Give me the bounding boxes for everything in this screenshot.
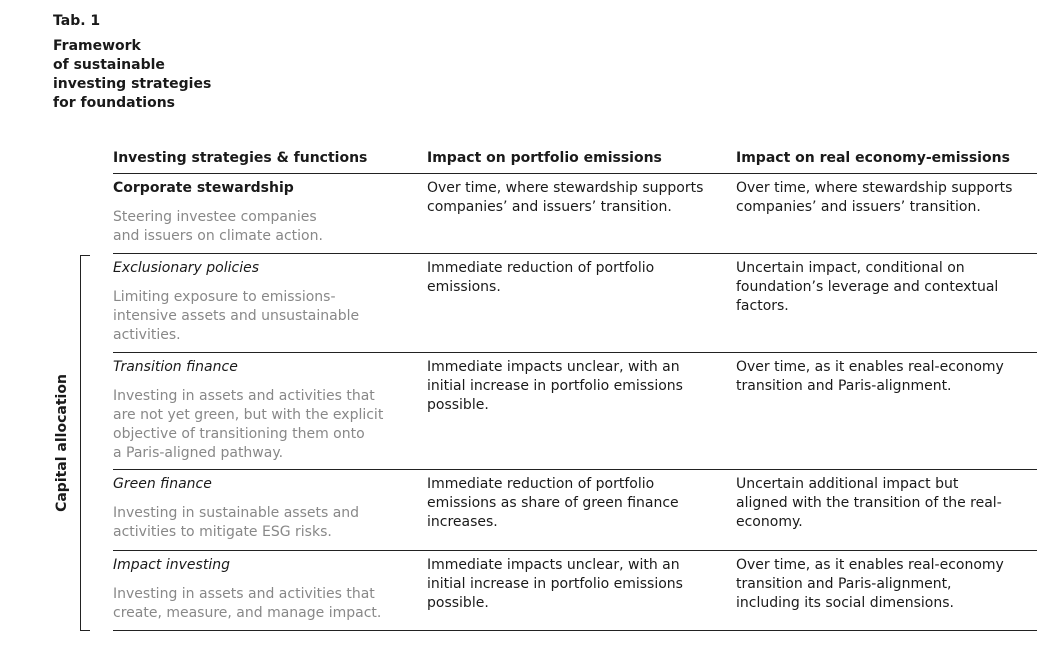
cell-line: companies’ and issuers’ transition. xyxy=(736,199,981,215)
description-line: activities to mitigate ESG risks. xyxy=(113,524,332,540)
cell-line: Uncertain impact, conditional on xyxy=(736,260,965,276)
cell-line: emissions. xyxy=(427,279,501,295)
cell-line: Over time, as it enables real-economy xyxy=(736,359,1004,375)
real-economy-impact-cell xyxy=(736,475,1037,550)
real-economy-impact-cell xyxy=(736,358,1037,469)
strategy-description xyxy=(113,288,419,345)
description-line: Steering investee companies xyxy=(113,209,317,225)
real-economy-impact-cell xyxy=(736,259,1037,352)
cell-line: aligned with the transition of the real- xyxy=(736,495,1002,511)
cell-line: companies’ and issuers’ transition. xyxy=(427,199,672,215)
table-number: Tab. 1 xyxy=(53,13,101,29)
cell-line: Immediate reduction of portfolio xyxy=(427,476,655,492)
cell-line: economy. xyxy=(736,514,803,530)
cell-line: emissions as share of green finance xyxy=(427,495,679,511)
table-row xyxy=(113,551,1037,631)
cell-line: Immediate impacts unclear, with an xyxy=(427,557,680,573)
cell-line: factors. xyxy=(736,298,789,314)
portfolio-impact-cell xyxy=(427,358,736,469)
description-line: and issuers on climate action. xyxy=(113,228,323,244)
cell-line: Over time, as it enables real-economy xyxy=(736,557,1004,573)
portfolio-impact-cell xyxy=(427,259,736,352)
description-line: activities. xyxy=(113,327,181,343)
column-header-portfolio: Impact on portfolio emissions xyxy=(427,149,662,166)
cell-line: Over time, where stewardship supports xyxy=(736,180,1013,196)
strategy-description xyxy=(113,585,419,623)
column-header-strategies: Investing strategies & functions xyxy=(113,149,368,166)
cell-line: Over time, where stewardship supports xyxy=(427,180,704,196)
strategy-description xyxy=(113,208,419,246)
cell-line: foundation’s leverage and contextual xyxy=(736,279,999,295)
title-line: Framework xyxy=(53,38,141,54)
portfolio-impact-cell xyxy=(427,556,736,630)
strategy-name: Exclusionary policies xyxy=(113,260,260,276)
capital-allocation-label: Capital allocation xyxy=(54,374,70,512)
strategy-name: Corporate stewardship xyxy=(113,180,294,196)
strategy-cell xyxy=(113,475,427,550)
description-line: are not yet green, but with the explicit xyxy=(113,407,384,423)
description-line: Limiting exposure to emissions- xyxy=(113,289,336,305)
strategy-cell xyxy=(113,358,427,469)
cell-line: transition and Paris-alignment. xyxy=(736,378,952,394)
table-row xyxy=(113,353,1037,470)
portfolio-impact-cell xyxy=(427,179,736,253)
title-line: of sustainable xyxy=(53,57,165,73)
description-line: Investing in assets and activities that xyxy=(113,586,375,602)
cell-line: possible. xyxy=(427,397,489,413)
real-economy-impact-cell xyxy=(736,179,1037,253)
cell-line: increases. xyxy=(427,514,498,530)
column-header-real-economy: Impact on real economy-emissions xyxy=(736,149,1010,166)
cell-line: including its social dimensions. xyxy=(736,595,954,611)
description-line: intensive assets and unsustainable xyxy=(113,308,360,324)
real-economy-impact-cell xyxy=(736,556,1037,630)
table-header xyxy=(113,142,1037,174)
cell-line: possible. xyxy=(427,595,489,611)
table-row xyxy=(113,174,1037,254)
table-row xyxy=(113,254,1037,353)
capital-allocation-bracket xyxy=(80,255,90,631)
strategy-description xyxy=(113,504,419,542)
strategy-name: Transition finance xyxy=(113,359,238,375)
table-row xyxy=(113,470,1037,551)
title-line: investing strategies xyxy=(53,76,212,92)
description-line: a Paris-aligned pathway. xyxy=(113,445,284,461)
title-line: for foundations xyxy=(53,95,176,111)
table-title xyxy=(53,37,253,113)
cell-line: Immediate impacts unclear, with an xyxy=(427,359,680,375)
description-line: objective of transitioning them onto xyxy=(113,426,365,442)
description-line: create, measure, and manage impact. xyxy=(113,605,382,621)
cell-line: initial increase in portfolio emissions xyxy=(427,378,683,394)
portfolio-impact-cell xyxy=(427,475,736,550)
cell-line: Uncertain additional impact but xyxy=(736,476,959,492)
strategy-cell xyxy=(113,556,427,630)
strategies-table xyxy=(113,142,1037,631)
strategy-cell xyxy=(113,259,427,352)
strategy-name: Impact investing xyxy=(113,557,230,573)
strategy-name: Green finance xyxy=(113,476,212,492)
cell-line: initial increase in portfolio emissions xyxy=(427,576,683,592)
description-line: Investing in assets and activities that xyxy=(113,388,375,404)
strategy-cell xyxy=(113,179,427,253)
strategy-description xyxy=(113,387,419,463)
cell-line: Immediate reduction of portfolio xyxy=(427,260,655,276)
description-line: Investing in sustainable assets and xyxy=(113,505,360,521)
cell-line: transition and Paris-alignment, xyxy=(736,576,952,592)
